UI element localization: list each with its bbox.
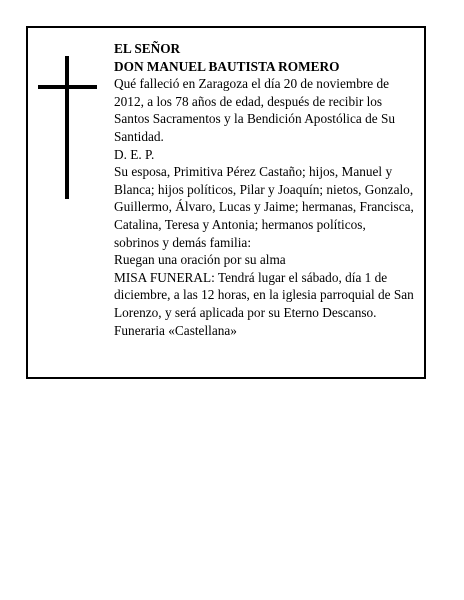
death-statement: Qué falleció en Zaragoza el día 20 de noviembre de 2012, a los 78 años de edad, después de recibir los Santos Sacramentos y la Bendición Apostólica de Su Santidad.: [114, 76, 396, 144]
rip-line: D. E. P.: [114, 146, 155, 162]
honorific: EL SEÑOR: [114, 41, 181, 56]
family-list: Su esposa, Primitiva Pérez Castaño; hijos, Manuel y Blanca; hijos políticos, Pilar y Joaquín; nietos, Gonzalo, Guillermo, Álvaro, Lucas y Jaime; hermanas, Francisca, Catalina, Teresa y Antonia; hermanos políticos, sobrinos y demás familia:: [114, 164, 414, 250]
funeral-home: Funeraria «Castellana»: [114, 322, 237, 338]
obituary-text: [114, 40, 414, 339]
prayer-request: Ruegan una oración por su alma: [114, 252, 286, 268]
cross-vertical-bar: [65, 56, 69, 199]
deceased-name: DON MANUEL BAUTISTA ROMERO: [114, 58, 340, 74]
cross-horizontal-bar: [38, 85, 97, 89]
funeral-mass: MISA FUNERAL: Tendrá lugar el sábado, día 1 de diciembre, a las 12 horas, en la iglesia parroquial de San Lorenzo, y será aplicada por su Eterno Descanso.: [114, 269, 414, 320]
obituary-notice: [26, 26, 426, 379]
